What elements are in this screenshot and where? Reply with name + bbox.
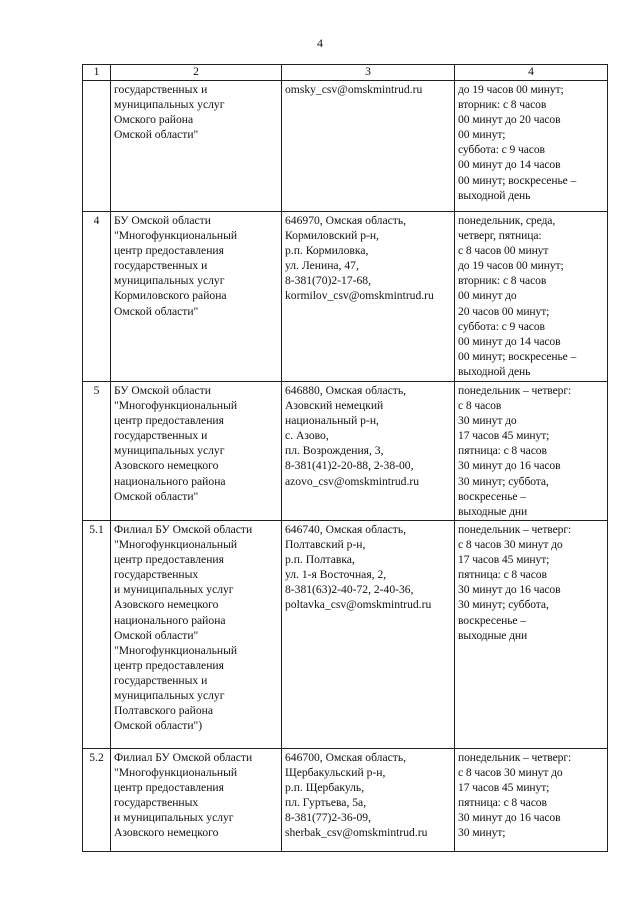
page-number: 4 <box>317 36 323 50</box>
text-line: центр предоставления <box>114 414 224 428</box>
text-line: с. Азово, <box>285 429 329 443</box>
text-line: государственных <box>114 568 199 582</box>
text-line: Омской области") <box>114 719 203 733</box>
working-hours-cell <box>455 749 608 852</box>
address-contact-cell <box>282 749 455 852</box>
text-line: 30 минут; <box>458 826 506 840</box>
organization-name-cell <box>111 749 282 852</box>
text-line: государственных и <box>114 83 208 96</box>
text-line: центр предоставления <box>114 244 224 258</box>
text-line: 30 минут; суббота, <box>458 598 549 612</box>
text-line: 646970, Омская область, <box>285 214 407 227</box>
text-line: Щербакульский р-н, <box>285 766 386 780</box>
table-row <box>83 382 608 521</box>
text-line: 30 минут до <box>458 414 517 428</box>
text-line: центр предоставления <box>114 658 224 672</box>
text-line: "Многофункциональный <box>114 399 238 413</box>
text-line: выходные дни <box>458 504 528 518</box>
text-line: государственных и <box>114 429 208 443</box>
organization-name-cell <box>111 521 282 749</box>
row-number: 5.2 <box>83 749 111 852</box>
text-line: суббота: с 9 часов <box>458 319 545 333</box>
text-line: Полтавского района <box>114 704 214 718</box>
text-line: 8-381(63)2-40-72, 2-40-36, <box>285 583 414 597</box>
text-line: Филиал БУ Омской области <box>114 751 253 764</box>
text-line: муниципальных услуг <box>114 274 225 288</box>
row-number: 5 <box>83 382 111 521</box>
text-line: 00 минут до 14 часов <box>458 158 561 172</box>
text-line: 00 минут; воскресенье – <box>458 173 577 187</box>
text-line: Полтавский р-н, <box>285 538 366 552</box>
text-line: Филиал БУ Омской области <box>114 523 253 536</box>
text-line: 30 минут до 16 часов <box>458 811 561 825</box>
mfc-offices-table <box>82 64 608 852</box>
text-line: 17 часов 45 минут; <box>458 781 550 795</box>
text-line: 8-381(77)2-36-09, <box>285 811 371 825</box>
text-line: пятница: с 8 часов <box>458 568 547 582</box>
text-line: БУ Омской области <box>114 214 211 227</box>
working-hours-cell <box>455 521 608 749</box>
text-line: 17 часов 45 минут; <box>458 553 550 567</box>
text-line: центр предоставления <box>114 553 224 567</box>
text-line: 646880, Омская область, <box>285 384 407 397</box>
text-line: национального района <box>114 613 226 627</box>
row-number <box>83 81 111 212</box>
text-line: Азовского немецкого <box>114 598 219 612</box>
text-line: вторник: с 8 часов <box>458 98 547 112</box>
text-line: 00 минут; воскресенье – <box>458 349 577 363</box>
text-line: Кормиловский р-н, <box>285 229 379 243</box>
text-line: Азовский немецкий <box>285 399 384 413</box>
text-line: р.п. Кормиловка, <box>285 244 369 258</box>
text-line: и муниципальных услуг <box>114 811 234 825</box>
text-line: 17 часов 45 минут; <box>458 429 550 443</box>
text-line: 8-381(41)2-20-88, 2-38-00, <box>285 459 414 473</box>
text-line: Азовского немецкого <box>114 459 219 473</box>
column-header-2: 2 <box>111 65 282 81</box>
text-line: Омской области" <box>114 628 199 642</box>
text-line: суббота: с 9 часов <box>458 143 545 157</box>
text-line: 30 минут до 16 часов <box>458 459 561 473</box>
text-line: воскресенье – <box>458 489 526 503</box>
text-line: пятница: с 8 часов <box>458 796 547 810</box>
text-line: 00 минут до <box>458 289 517 303</box>
text-line: муниципальных услуг <box>114 444 225 458</box>
text-line: с 8 часов 30 минут до <box>458 538 563 552</box>
table-row <box>83 212 608 382</box>
text-line: 00 минут до 20 часов <box>458 113 561 127</box>
column-header-3: 3 <box>282 65 455 81</box>
text-line: 00 минут до 14 часов <box>458 334 561 348</box>
column-header-1: 1 <box>83 65 111 81</box>
table-row <box>83 521 608 749</box>
text-line: 30 минут; суббота, <box>458 474 549 488</box>
text-line: вторник: с 8 часов <box>458 274 547 288</box>
text-line: Азовского немецкого <box>114 826 219 840</box>
table-header-row <box>83 65 608 81</box>
text-line: понедельник – четверг: <box>458 384 572 397</box>
text-line: Омской области" <box>114 128 199 142</box>
text-line: национального района <box>114 474 226 488</box>
text-line: пятница: с 8 часов <box>458 444 547 458</box>
organization-name-cell <box>111 212 282 382</box>
address-contact-cell <box>282 521 455 749</box>
text-line: выходной день <box>458 188 531 202</box>
text-line: р.п. Полтавка, <box>285 553 355 567</box>
organization-name-cell <box>111 81 282 212</box>
text-line: государственных <box>114 796 199 810</box>
text-line: понедельник – четверг: <box>458 751 572 764</box>
text-line: 20 часов 00 минут; <box>458 304 550 318</box>
text-line: 8-381(70)2-17-68, <box>285 274 371 288</box>
text-line: понедельник – четверг: <box>458 523 572 536</box>
text-line: azovo_csv@omskmintrud.ru <box>285 474 420 488</box>
text-line: ул. 1-я Восточная, 2, <box>285 568 387 582</box>
text-line: государственных и <box>114 259 208 273</box>
text-line: пл. Возрождения, 3, <box>285 444 384 458</box>
column-header-4: 4 <box>455 65 608 81</box>
text-line: "Многофункциональный <box>114 538 238 552</box>
row-number: 4 <box>83 212 111 382</box>
text-line: ул. Ленина, 47, <box>285 259 359 273</box>
text-line: "Многофункциональный <box>114 229 238 243</box>
text-line: 646700, Омская область, <box>285 751 407 764</box>
text-line: 30 минут до 16 часов <box>458 583 561 597</box>
address-contact-cell <box>282 81 455 212</box>
row-number: 5.1 <box>83 521 111 749</box>
organization-name-cell <box>111 382 282 521</box>
text-line: poltavka_csv@omskmintrud.ru <box>285 598 432 612</box>
table-row <box>83 749 608 852</box>
text-line: 00 минут; <box>458 128 506 142</box>
text-line: БУ Омской области <box>114 384 211 397</box>
text-line: с 8 часов 30 минут до <box>458 766 563 780</box>
text-line: пл. Гуртьева, 5а, <box>285 796 367 810</box>
text-line: понедельник, среда, <box>458 214 556 227</box>
table-row <box>83 81 608 212</box>
address-contact-cell <box>282 382 455 521</box>
text-line: Омской области" <box>114 489 199 503</box>
address-contact-cell <box>282 212 455 382</box>
text-line: р.п. Щербакуль, <box>285 781 365 795</box>
text-line: выходные дни <box>458 628 528 642</box>
text-line: выходной день <box>458 364 531 378</box>
text-line: государственных и <box>114 673 208 687</box>
text-line: "Многофункциональный <box>114 643 238 657</box>
text-line: Кормиловского района <box>114 289 227 303</box>
text-line: и муниципальных услуг <box>114 583 234 597</box>
text-line: Омской области" <box>114 304 199 318</box>
working-hours-cell <box>455 382 608 521</box>
text-line: omsky_csv@omskmintrud.ru <box>285 83 423 96</box>
text-line: с 8 часов 00 минут <box>458 244 549 258</box>
text-line: до 19 часов 00 минут; <box>458 259 564 273</box>
text-line: 646740, Омская область, <box>285 523 407 536</box>
text-line: муниципальных услуг <box>114 689 225 703</box>
text-line: центр предоставления <box>114 781 224 795</box>
text-line: sherbak_csv@omskmintrud.ru <box>285 826 428 840</box>
text-line: до 19 часов 00 минут; <box>458 83 564 96</box>
working-hours-cell <box>455 81 608 212</box>
text-line: муниципальных услуг <box>114 98 225 112</box>
text-line: четверг, пятница: <box>458 229 542 243</box>
text-line: воскресенье – <box>458 613 526 627</box>
text-line: "Многофункциональный <box>114 766 238 780</box>
text-line: национальный р-н, <box>285 414 379 428</box>
text-line: Омского района <box>114 113 194 127</box>
text-line: с 8 часов <box>458 399 502 413</box>
working-hours-cell <box>455 212 608 382</box>
text-line: kormilov_csv@omskmintrud.ru <box>285 289 434 303</box>
